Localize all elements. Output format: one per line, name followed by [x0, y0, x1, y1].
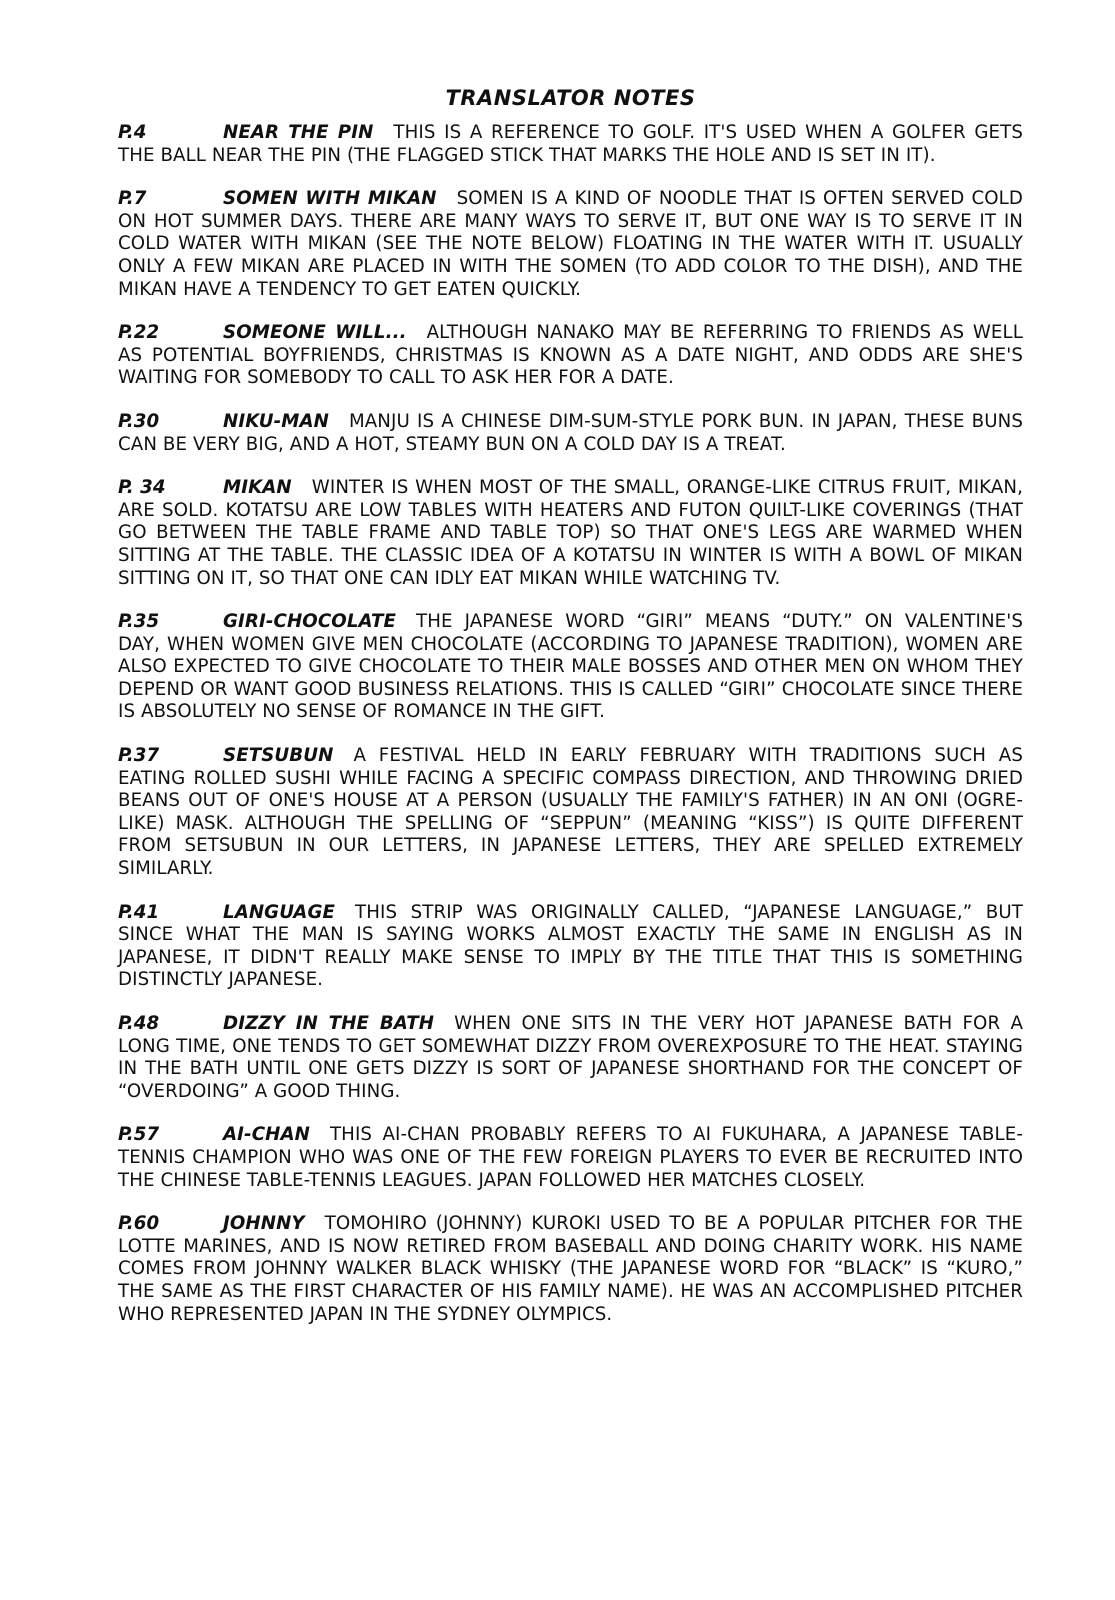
note-term: DIZZY IN THE BATH — [223, 1013, 435, 1034]
note-p30 — [118, 411, 1023, 456]
note-text: WINTER IS WHEN MOST OF THE SMALL, ORANGE-LIKE CITRUS FRUIT, MIKAN, ARE SOLD. KOTATSU ARE LOW TABLES WITH HEATERS AND FUTON QUILT-LIKE COVERINGS (THAT GO BETWEEN THE TABLE FRAME AND TABLE TOP) SO THAT ONE'S LEGS ARE WARMED WHEN SITTING AT THE TABLE. THE CLASSIC IDEA OF A KOTATSU IN WINTER IS WITH A BOWL OF MIKAN SITTING ON IT, SO THAT ONE CAN IDLY EAT MIKAN WHILE WATCHING TV. — [118, 477, 1023, 589]
note-p41 — [118, 902, 1023, 992]
note-page-number: P.22 — [118, 322, 160, 344]
note-text: WHEN ONE SITS IN THE VERY HOT JAPANESE BATH FOR A LONG TIME, ONE TENDS TO GET SOMEWHAT DIZZY FROM OVEREXPOSURE TO THE HEAT. STAYING IN THE BATH UNTIL ONE GETS DIZZY IS SORT OF JAPANESE SHORTHAND FOR THE CONCEPT OF “OVERDOING” A GOOD THING. — [118, 1013, 1023, 1102]
note-page-number: P.30 — [118, 410, 160, 432]
page-title: TRANSLATOR NOTES — [445, 86, 696, 110]
note-page-number: P.60 — [118, 1213, 160, 1235]
note-page-number: P.37 — [118, 745, 160, 767]
note-page-number: P.41 — [118, 901, 160, 923]
note-page-number: P.4 — [118, 122, 147, 143]
note-text: MANJU IS A CHINESE DIM-SUM-STYLE PORK BUN. IN JAPAN, THESE BUNS CAN BE VERY BIG, AND A HOT, STEAMY BUN ON A COLD DAY IS A TREAT. — [118, 410, 1023, 455]
note-page-number: P. 34 — [118, 477, 166, 499]
note-term: SOMEN WITH MIKAN — [223, 188, 437, 210]
note-text: THE JAPANESE WORD “GIRI” MEANS “DUTY.” ON VALENTINE'S DAY, WHEN WOMEN GIVE MEN CHOCOLATE (ACCORDING TO JAPANESE TRADITION), WOMEN ARE ALSO EXPECTED TO GIVE CHOCOLATE TO THEIR MALE BOSSES AND OTHER MEN ON WHOM THEY DEPEND OR WANT GOOD BUSINESS RELATIONS. THIS IS CALLED “GIRI” CHOCOLATE SINCE THERE IS ABSOLUTELY NO SENSE OF ROMANCE IN THE GIFT. — [118, 611, 1023, 723]
note-p48 — [118, 1013, 1023, 1103]
note-page-number: P.48 — [118, 1013, 160, 1034]
note-text: THIS STRIP WAS ORIGINALLY CALLED, “JAPANESE LANGUAGE,” BUT SINCE WHAT THE MAN IS SAYING WORKS ALMOST EXACTLY THE SAME IN ENGLISH AS IN JAPANESE, IT DIDN'T REALLY MAKE SENSE TO IMPLY BY THE TITLE THAT THIS IS SOMETHING DISTINCTLY JAPANESE. — [118, 901, 1023, 991]
note-text: SOMEN IS A KIND OF NOODLE THAT IS OFTEN SERVED COLD ON HOT SUMMER DAYS. THERE ARE MANY WAYS TO SERVE IT, BUT ONE WAY IS TO SERVE IT IN COLD WATER WITH MIKAN (SEE THE NOTE BELOW) FLOATING IN THE WATER WITH IT. USUALLY ONLY A FEW MIKAN ARE PLACED IN WITH THE SOMEN (TO ADD COLOR TO THE DISH), AND THE MIKAN HAVE A TENDENCY TO GET EATEN QUICKLY. — [118, 188, 1023, 300]
note-page-number: P.35 — [118, 611, 160, 633]
note-p4 — [118, 122, 1023, 167]
note-page-number: P.57 — [118, 1124, 160, 1146]
note-term: NEAR THE PIN — [223, 122, 374, 143]
note-text: THIS AI-CHAN PROBABLY REFERS TO AI FUKUHARA, A JAPANESE TABLE-TENNIS CHAMPION WHO WAS ONE OF THE FEW FOREIGN PLAYERS TO EVER BE RECRUITED INTO THE CHINESE TABLE-TENNIS LEAGUES. JAPAN FOLLOWED HER MATCHES CLOSELY. — [118, 1124, 1023, 1191]
note-term: AI-CHAN — [223, 1124, 310, 1146]
note-text: THIS IS A REFERENCE TO GOLF. IT'S USED WHEN A GOLFER GETS THE BALL NEAR THE PIN (THE FLAGGED STICK THAT MARKS THE HOLE AND IS SET IN IT). — [118, 122, 1023, 166]
note-term: SOMEONE WILL... — [223, 322, 407, 344]
translator-notes-page — [118, 84, 1023, 1347]
note-p22 — [118, 322, 1023, 390]
note-term: SETSUBUN — [223, 745, 334, 767]
note-term: LANGUAGE — [223, 901, 335, 923]
note-term: GIRI-CHOCOLATE — [223, 611, 397, 633]
note-p7 — [118, 188, 1023, 301]
note-term: MIKAN — [223, 477, 292, 499]
note-text: ALTHOUGH NANAKO MAY BE REFERRING TO FRIENDS AS WELL AS POTENTIAL BOYFRIENDS, CHRISTMAS IS KNOWN AS A DATE NIGHT, AND ODDS ARE SHE'S WAITING FOR SOMEBODY TO CALL TO ASK HER FOR A DATE. — [118, 322, 1023, 389]
note-term: JOHNNY — [223, 1213, 305, 1235]
note-p57 — [118, 1124, 1023, 1192]
note-p35 — [118, 611, 1023, 724]
note-p60 — [118, 1213, 1023, 1326]
note-p34 — [118, 477, 1023, 590]
note-term: NIKU-MAN — [223, 410, 329, 432]
note-page-number: P.7 — [118, 188, 147, 210]
note-text: TOMOHIRO (JOHNNY) KUROKI USED TO BE A POPULAR PITCHER FOR THE LOTTE MARINES, AND IS NOW RETIRED FROM BASEBALL AND DOING CHARITY WORK. HIS NAME COMES FROM JOHNNY WALKER BLACK WHISKY (THE JAPANESE WORD FOR “BLACK” IS “KURO,” THE SAME AS THE FIRST CHARACTER OF HIS FAMILY NAME). HE WAS AN ACCOMPLISHED PITCHER WHO REPRESENTED JAPAN IN THE SYDNEY OLYMPICS. — [118, 1213, 1023, 1325]
note-p37 — [118, 745, 1023, 881]
note-text: A FESTIVAL HELD IN EARLY FEBRUARY WITH TRADITIONS SUCH AS EATING ROLLED SUSHI WHILE FACING A SPECIFIC COMPASS DIRECTION, AND THROWING DRIED BEANS OUT OF ONE'S HOUSE AT A PERSON (USUALLY THE FAMILY'S FATHER) IN AN ONI (OGRE-LIKE) MASK. ALTHOUGH THE SPELLING OF “SEPPUN” (MEANING “KISS”) IS QUITE DIFFERENT FROM SETSUBUN IN OUR LETTERS, IN JAPANESE LETTERS, THEY ARE SPELLED EXTREMELY SIMILARLY. — [118, 745, 1023, 880]
